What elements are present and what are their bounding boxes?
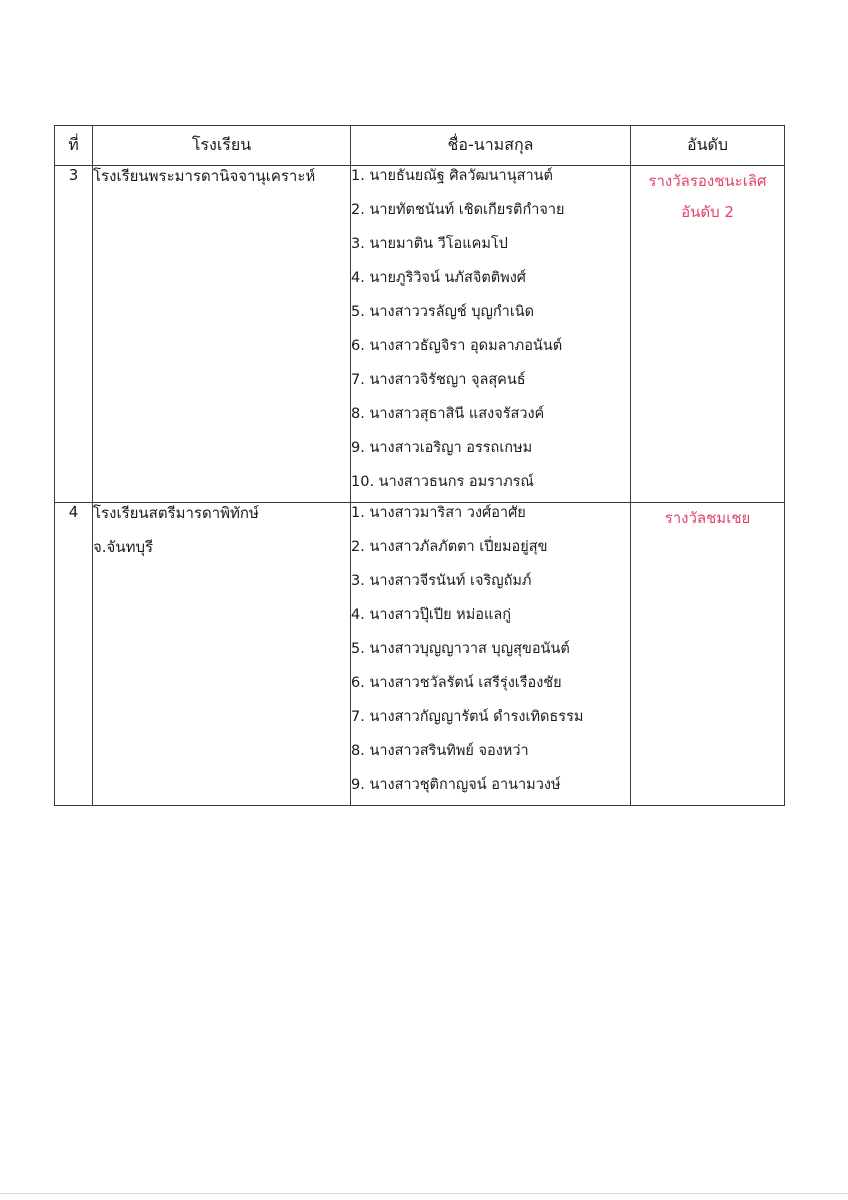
member-name: 3. นายมาติน วีโอแคมโป — [351, 236, 508, 252]
member-name: 6. นางสาวชวัลรัตน์ เสรีรุ่งเรืองชัย — [351, 675, 562, 691]
table-row — [55, 503, 785, 806]
row-number: 3 — [55, 166, 93, 503]
header-names: ชื่อ-นามสกุล — [351, 126, 631, 166]
member-name: 7. นางสาวกัญญารัตน์ ดำรงเทิดธรรม — [351, 709, 584, 725]
award-rank: อันดับ 2 — [681, 203, 734, 221]
table-row — [55, 166, 785, 503]
rank-cell — [631, 166, 785, 503]
scan-edge-divider — [0, 1193, 848, 1194]
results-table — [54, 125, 785, 806]
member-name: 2. นางสาวภัลภัตตา เปี่ยมอยู่สุข — [351, 539, 548, 555]
rank-cell — [631, 503, 785, 806]
names-cell — [351, 166, 631, 503]
header-row — [55, 126, 785, 166]
member-name: 1. นายธันยณัฐ ศิลวัฒนานุสานต์ — [351, 168, 553, 184]
header-school: โรงเรียน — [93, 126, 351, 166]
member-name: 1. นางสาวมาริสา วงศ์อาศัย — [351, 505, 526, 521]
header-no: ที่ — [55, 126, 93, 166]
table-body — [55, 166, 785, 806]
member-name: 4. นายภูริวิจน์ นภัสจิตติพงศ์ — [351, 270, 526, 286]
member-name: 9. นางสาวชุติกาญจน์ อานามวงษ์ — [351, 777, 561, 793]
row-number: 4 — [55, 503, 93, 806]
header-rank: อันดับ — [631, 126, 785, 166]
member-name: 8. นางสาวสุธาสินี แสงจรัสวงค์ — [351, 406, 545, 422]
member-name: 3. นางสาวจีรนันท์ เจริญถัมภ์ — [351, 573, 532, 589]
school-cell — [93, 166, 351, 503]
school-cell — [93, 503, 351, 806]
names-cell — [351, 503, 631, 806]
school-name: โรงเรียนพระมารดานิจจานุเคราะห์ — [93, 167, 316, 185]
member-name: 8. นางสาวสรินทิพย์ จองหว่า — [351, 743, 529, 759]
table-header — [55, 126, 785, 166]
school-name: โรงเรียนสตรีมารดาพิทักษ์ — [93, 504, 259, 522]
member-name: 5. นางสาววรลัญช์ บุญกำเนิด — [351, 304, 535, 320]
member-list — [351, 503, 630, 805]
member-name: 6. นางสาวธัญจิรา อุดมลาภอนันต์ — [351, 338, 563, 354]
member-name: 5. นางสาวบุญญาวาส บุญสุขอนันต์ — [351, 641, 570, 657]
member-name: 9. นางสาวเอริญา อรรถเกษม — [351, 440, 533, 456]
member-name: 10. นางสาวธนกร อมราภรณ์ — [351, 474, 534, 490]
member-list — [351, 166, 630, 502]
member-name: 2. นายทัตชนันท์ เชิดเกียรติกำจาย — [351, 202, 565, 218]
award-title: รางวัลรองชนะเลิศ — [648, 172, 767, 190]
award-title: รางวัลชมเชย — [664, 509, 751, 527]
member-name: 7. นางสาวจิรัชญา จุลสุคนธ์ — [351, 372, 526, 388]
school-province: จ.จันทบุรี — [93, 538, 154, 556]
member-name: 4. นางสาวปุ๊เปีย หม่อแลกู่ — [351, 607, 512, 623]
